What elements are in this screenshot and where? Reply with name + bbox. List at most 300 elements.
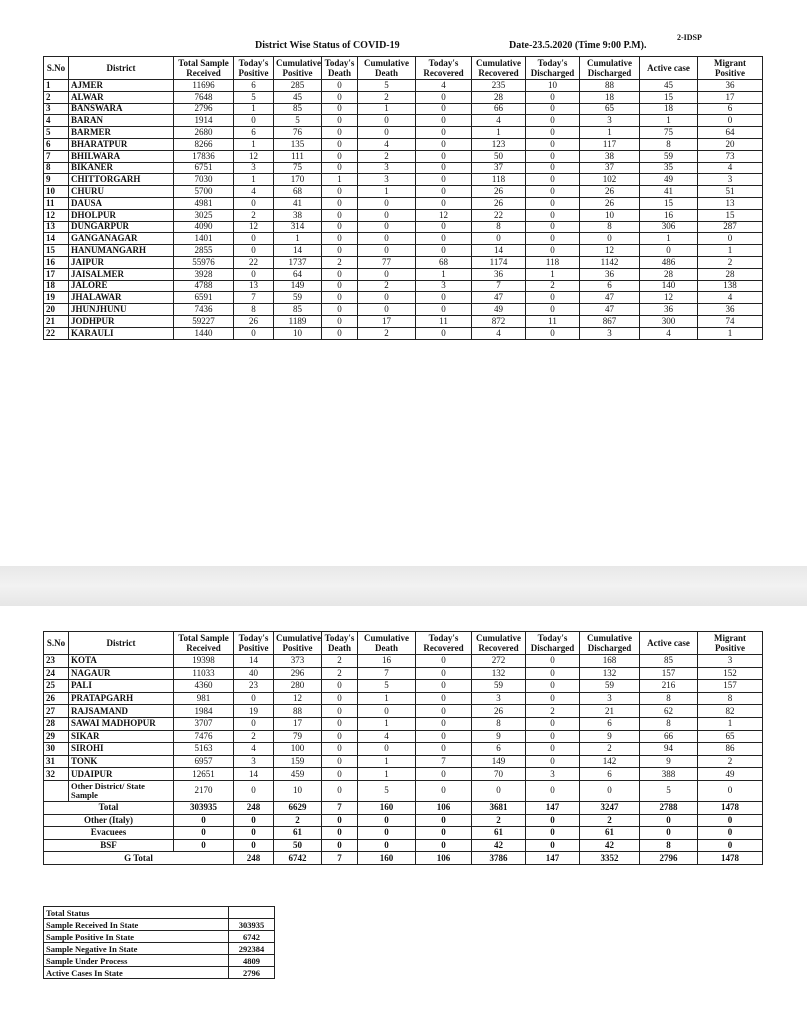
value-cell: 13 (234, 280, 274, 292)
table-row (44, 127, 763, 139)
table-row (44, 730, 763, 743)
value-cell: 28 (640, 268, 698, 280)
table-row (44, 304, 763, 316)
value-cell: 459 (274, 768, 322, 781)
value-cell: 0 (322, 292, 358, 304)
value-cell: 36 (640, 304, 698, 316)
value-cell: 40 (234, 667, 274, 680)
table-row (44, 692, 763, 705)
serial-cell: 11 (44, 197, 69, 209)
value-cell: 1 (358, 186, 416, 198)
value-cell: 2 (526, 705, 580, 718)
value-cell: 0 (322, 209, 358, 221)
column-header: Total Sample Received (174, 632, 234, 655)
value-cell: 8 (472, 221, 526, 233)
value-cell: 49 (472, 304, 526, 316)
value-cell: 0 (234, 839, 274, 852)
table-row (44, 655, 763, 668)
value-cell: 64 (698, 127, 763, 139)
value-cell: 66 (472, 103, 526, 115)
value-cell: 132 (580, 667, 640, 680)
serial-cell: 19 (44, 292, 69, 304)
column-header: Active case (640, 57, 698, 80)
serial-cell: 29 (44, 730, 69, 743)
value-cell: 1 (640, 233, 698, 245)
serial-cell: 1 (44, 80, 69, 92)
value-cell: 37 (580, 162, 640, 174)
value-cell: 0 (416, 780, 472, 801)
value-cell: 2 (526, 280, 580, 292)
value-cell: 0 (322, 245, 358, 257)
value-cell: 2 (358, 91, 416, 103)
column-header: Migrant Positive (698, 632, 763, 655)
value-cell: 45 (640, 80, 698, 92)
district-cell: CHURU (69, 186, 174, 198)
value-cell: 0 (416, 233, 472, 245)
value-cell: 1 (640, 115, 698, 127)
column-header: Today's Discharged (526, 632, 580, 655)
column-header: Today's Positive (234, 57, 274, 80)
value-cell: 0 (358, 743, 416, 756)
value-cell: 0 (416, 91, 472, 103)
district-cell: ALWAR (69, 91, 174, 103)
value-cell: 28 (472, 91, 526, 103)
district-cell: PALI (69, 680, 174, 693)
district-cell: NAGAUR (69, 667, 174, 680)
value-cell: 0 (322, 186, 358, 198)
value-cell: 18 (640, 103, 698, 115)
value-cell: 3352 (580, 852, 640, 865)
value-cell: 79 (274, 730, 322, 743)
value-cell: 4 (358, 138, 416, 150)
value-cell: 55976 (174, 256, 234, 268)
value-cell: 74 (698, 315, 763, 327)
value-cell: 106 (416, 852, 472, 865)
table-row (44, 209, 763, 221)
value-cell: 20 (698, 138, 763, 150)
value-cell: 6 (580, 717, 640, 730)
value-cell: 0 (526, 115, 580, 127)
value-cell: 248 (234, 801, 274, 814)
value-cell: 0 (234, 780, 274, 801)
district-cell: JALORE (69, 280, 174, 292)
value-cell: 3 (698, 174, 763, 186)
value-cell: 4 (698, 162, 763, 174)
value-cell: 68 (274, 186, 322, 198)
value-cell: 1 (234, 138, 274, 150)
value-cell: 138 (698, 280, 763, 292)
status-label: Active Cases In State (44, 967, 229, 979)
value-cell: 12 (416, 209, 472, 221)
value-cell: 149 (472, 755, 526, 768)
value-cell: 140 (640, 280, 698, 292)
value-cell: 11033 (174, 667, 234, 680)
value-cell: 1440 (174, 327, 234, 339)
value-cell: 287 (698, 221, 763, 233)
value-cell: 12 (640, 292, 698, 304)
value-cell: 216 (640, 680, 698, 693)
value-cell: 149 (274, 280, 322, 292)
value-cell: 0 (698, 814, 763, 827)
value-cell: 0 (322, 91, 358, 103)
value-cell: 47 (580, 304, 640, 316)
value-cell: 4788 (174, 280, 234, 292)
value-cell: 0 (416, 655, 472, 668)
value-cell: 132 (472, 667, 526, 680)
table-row (44, 717, 763, 730)
status-row (44, 955, 275, 967)
value-cell: 0 (322, 115, 358, 127)
value-cell: 0 (322, 315, 358, 327)
district-cell: GANGANAGAR (69, 233, 174, 245)
value-cell: 2680 (174, 127, 234, 139)
value-cell: 0 (416, 127, 472, 139)
district-cell: JAIPUR (69, 256, 174, 268)
value-cell: 0 (322, 233, 358, 245)
column-header: S.No (44, 57, 69, 80)
serial-cell (44, 780, 69, 801)
serial-cell: 7 (44, 150, 69, 162)
column-header: S.No (44, 632, 69, 655)
value-cell: 36 (580, 268, 640, 280)
value-cell: 12 (274, 692, 322, 705)
value-cell: 18 (580, 91, 640, 103)
value-cell: 1 (234, 103, 274, 115)
value-cell: 0 (416, 743, 472, 756)
value-cell: 7436 (174, 304, 234, 316)
value-cell: 0 (416, 162, 472, 174)
value-cell: 0 (322, 304, 358, 316)
column-header: Cumulative Positive (274, 57, 322, 80)
value-cell: 8 (640, 717, 698, 730)
district-cell: DAUSA (69, 197, 174, 209)
value-cell: 0 (526, 150, 580, 162)
value-cell: 0 (234, 115, 274, 127)
value-cell: 0 (322, 827, 358, 840)
value-cell: 7030 (174, 174, 234, 186)
value-cell: 0 (322, 768, 358, 781)
serial-cell: 6 (44, 138, 69, 150)
value-cell: 0 (580, 233, 640, 245)
value-cell: 0 (640, 827, 698, 840)
serial-cell: 31 (44, 755, 69, 768)
value-cell: 0 (416, 221, 472, 233)
serial-cell: 5 (44, 127, 69, 139)
value-cell: 0 (416, 304, 472, 316)
value-cell: 8 (640, 839, 698, 852)
value-cell: 0 (322, 839, 358, 852)
value-cell: 0 (526, 174, 580, 186)
value-cell: 157 (698, 680, 763, 693)
serial-cell: 24 (44, 667, 69, 680)
table-row (44, 705, 763, 718)
value-cell: 3 (358, 174, 416, 186)
value-cell: 981 (174, 692, 234, 705)
value-cell: 0 (358, 839, 416, 852)
value-cell: 14 (234, 655, 274, 668)
value-cell: 0 (234, 233, 274, 245)
column-header: Migrant Positive (698, 57, 763, 80)
value-cell: 4981 (174, 197, 234, 209)
column-header: Today's Positive (234, 632, 274, 655)
status-label: Sample Negative In State (44, 943, 229, 955)
value-cell: 5163 (174, 743, 234, 756)
total-label: Total (44, 801, 174, 814)
value-cell: 0 (416, 814, 472, 827)
status-value: 6742 (229, 931, 275, 943)
value-cell: 1 (526, 268, 580, 280)
serial-cell: 4 (44, 115, 69, 127)
value-cell: 486 (640, 256, 698, 268)
value-cell: 65 (580, 103, 640, 115)
serial-cell: 22 (44, 327, 69, 339)
total-label: Other (Italy) (44, 814, 174, 827)
value-cell: 314 (274, 221, 322, 233)
table-row (44, 245, 763, 257)
column-header: Cumulative Positive (274, 632, 322, 655)
table-row (44, 115, 763, 127)
district-cell: RAJSAMAND (69, 705, 174, 718)
value-cell: 100 (274, 743, 322, 756)
value-cell: 19 (234, 705, 274, 718)
value-cell: 0 (322, 280, 358, 292)
value-cell: 0 (322, 692, 358, 705)
value-cell: 0 (416, 667, 472, 680)
value-cell: 135 (274, 138, 322, 150)
value-cell: 7648 (174, 91, 234, 103)
value-cell: 0 (416, 717, 472, 730)
district-cell: AJMER (69, 80, 174, 92)
district-cell: DHOLPUR (69, 209, 174, 221)
value-cell: 7 (234, 292, 274, 304)
value-cell: 0 (234, 692, 274, 705)
value-cell: 1478 (698, 801, 763, 814)
value-cell: 4 (698, 292, 763, 304)
value-cell: 272 (472, 655, 526, 668)
value-cell: 2 (358, 150, 416, 162)
value-cell: 159 (274, 755, 322, 768)
district-cell: BHARATPUR (69, 138, 174, 150)
value-cell: 26 (472, 197, 526, 209)
value-cell: 7476 (174, 730, 234, 743)
value-cell: 5 (274, 115, 322, 127)
district-cell: Other District/ State Sample (69, 780, 174, 801)
district-cell: KOTA (69, 655, 174, 668)
value-cell: 28 (698, 268, 763, 280)
value-cell: 3 (580, 115, 640, 127)
value-cell: 0 (416, 138, 472, 150)
value-cell: 41 (274, 197, 322, 209)
value-cell: 4 (234, 743, 274, 756)
value-cell: 867 (580, 315, 640, 327)
value-cell: 36 (472, 268, 526, 280)
value-cell: 47 (580, 292, 640, 304)
value-cell: 388 (640, 768, 698, 781)
value-cell: 0 (234, 197, 274, 209)
table-row (44, 827, 763, 840)
value-cell: 1737 (274, 256, 322, 268)
total-status-table (43, 906, 275, 979)
table-row (44, 801, 763, 814)
value-cell: 0 (322, 80, 358, 92)
value-cell: 0 (526, 839, 580, 852)
value-cell: 4360 (174, 680, 234, 693)
value-cell: 6629 (274, 801, 322, 814)
value-cell: 0 (526, 680, 580, 693)
serial-cell: 15 (44, 245, 69, 257)
value-cell: 0 (526, 717, 580, 730)
value-cell: 1 (580, 127, 640, 139)
serial-cell: 30 (44, 743, 69, 756)
value-cell: 61 (274, 827, 322, 840)
value-cell: 50 (274, 839, 322, 852)
column-header: Today's Recovered (416, 57, 472, 80)
value-cell: 0 (416, 150, 472, 162)
value-cell: 94 (640, 743, 698, 756)
value-cell: 10 (526, 80, 580, 92)
serial-cell: 9 (44, 174, 69, 186)
district-cell: BHILWARA (69, 150, 174, 162)
serial-cell: 8 (44, 162, 69, 174)
column-header: Total Sample Received (174, 57, 234, 80)
table-row (44, 174, 763, 186)
value-cell: 872 (472, 315, 526, 327)
value-cell: 4090 (174, 221, 234, 233)
value-cell: 38 (274, 209, 322, 221)
table-row (44, 667, 763, 680)
form-id: 2-IDSP (677, 33, 702, 42)
table-row (44, 221, 763, 233)
district-cell: JHALAWAR (69, 292, 174, 304)
value-cell: 0 (234, 245, 274, 257)
district-cell: SIKAR (69, 730, 174, 743)
value-cell: 3 (472, 692, 526, 705)
value-cell: 5 (358, 80, 416, 92)
value-cell: 3681 (472, 801, 526, 814)
value-cell: 0 (416, 245, 472, 257)
value-cell: 0 (526, 138, 580, 150)
value-cell: 0 (526, 91, 580, 103)
value-cell: 62 (640, 705, 698, 718)
serial-cell: 28 (44, 717, 69, 730)
table-row (44, 280, 763, 292)
district-cell: SAWAI MADHOPUR (69, 717, 174, 730)
value-cell: 0 (322, 717, 358, 730)
value-cell: 0 (526, 186, 580, 198)
value-cell: 0 (416, 768, 472, 781)
value-cell: 0 (416, 292, 472, 304)
value-cell: 0 (358, 127, 416, 139)
value-cell: 0 (322, 162, 358, 174)
value-cell: 9 (640, 755, 698, 768)
value-cell: 0 (526, 292, 580, 304)
value-cell: 61 (472, 827, 526, 840)
table-row (44, 150, 763, 162)
value-cell: 2 (234, 730, 274, 743)
value-cell: 50 (472, 150, 526, 162)
district-cell: KARAULI (69, 327, 174, 339)
value-cell: 26 (580, 197, 640, 209)
value-cell: 0 (322, 103, 358, 115)
value-cell: 0 (234, 827, 274, 840)
value-cell: 303935 (174, 801, 234, 814)
serial-cell: 27 (44, 705, 69, 718)
value-cell: 0 (358, 221, 416, 233)
value-cell: 14 (234, 768, 274, 781)
value-cell: 12651 (174, 768, 234, 781)
status-row (44, 919, 275, 931)
column-header: District (69, 57, 174, 80)
value-cell: 0 (358, 814, 416, 827)
value-cell: 5 (358, 680, 416, 693)
value-cell: 147 (526, 852, 580, 865)
value-cell: 35 (640, 162, 698, 174)
district-cell: PRATAPGARH (69, 692, 174, 705)
table-row (44, 138, 763, 150)
value-cell: 26 (234, 315, 274, 327)
value-cell: 0 (234, 814, 274, 827)
value-cell: 0 (416, 839, 472, 852)
table-row (44, 268, 763, 280)
value-cell: 2 (580, 814, 640, 827)
value-cell: 7 (322, 801, 358, 814)
value-cell: 11 (416, 315, 472, 327)
table-header (44, 632, 763, 655)
value-cell: 26 (580, 186, 640, 198)
value-cell: 0 (416, 680, 472, 693)
value-cell: 3 (358, 162, 416, 174)
value-cell: 1 (358, 692, 416, 705)
value-cell: 42 (580, 839, 640, 852)
table-row (44, 103, 763, 115)
value-cell: 6 (472, 743, 526, 756)
value-cell: 0 (698, 233, 763, 245)
table-row (44, 839, 763, 852)
value-cell: 10 (274, 327, 322, 339)
value-cell: 0 (358, 705, 416, 718)
value-cell: 59 (472, 680, 526, 693)
value-cell: 10 (274, 780, 322, 801)
district-table-2 (43, 631, 763, 865)
value-cell: 3025 (174, 209, 234, 221)
value-cell: 1984 (174, 705, 234, 718)
value-cell: 0 (322, 221, 358, 233)
value-cell: 0 (358, 197, 416, 209)
value-cell: 10 (580, 209, 640, 221)
district-cell: BARAN (69, 115, 174, 127)
value-cell: 280 (274, 680, 322, 693)
serial-cell: 17 (44, 268, 69, 280)
value-cell: 0 (416, 327, 472, 339)
value-cell: 17 (274, 717, 322, 730)
value-cell: 296 (274, 667, 322, 680)
serial-cell: 32 (44, 768, 69, 781)
value-cell: 6742 (274, 852, 322, 865)
status-row (44, 943, 275, 955)
value-cell: 0 (358, 115, 416, 127)
serial-cell: 2 (44, 91, 69, 103)
value-cell: 3247 (580, 801, 640, 814)
value-cell: 0 (698, 839, 763, 852)
value-cell: 0 (234, 717, 274, 730)
value-cell: 0 (580, 780, 640, 801)
value-cell: 0 (526, 162, 580, 174)
district-cell: HANUMANGARH (69, 245, 174, 257)
value-cell: 2 (322, 256, 358, 268)
value-cell: 2796 (640, 852, 698, 865)
column-header: Today's Discharged (526, 57, 580, 80)
value-cell: 0 (526, 667, 580, 680)
